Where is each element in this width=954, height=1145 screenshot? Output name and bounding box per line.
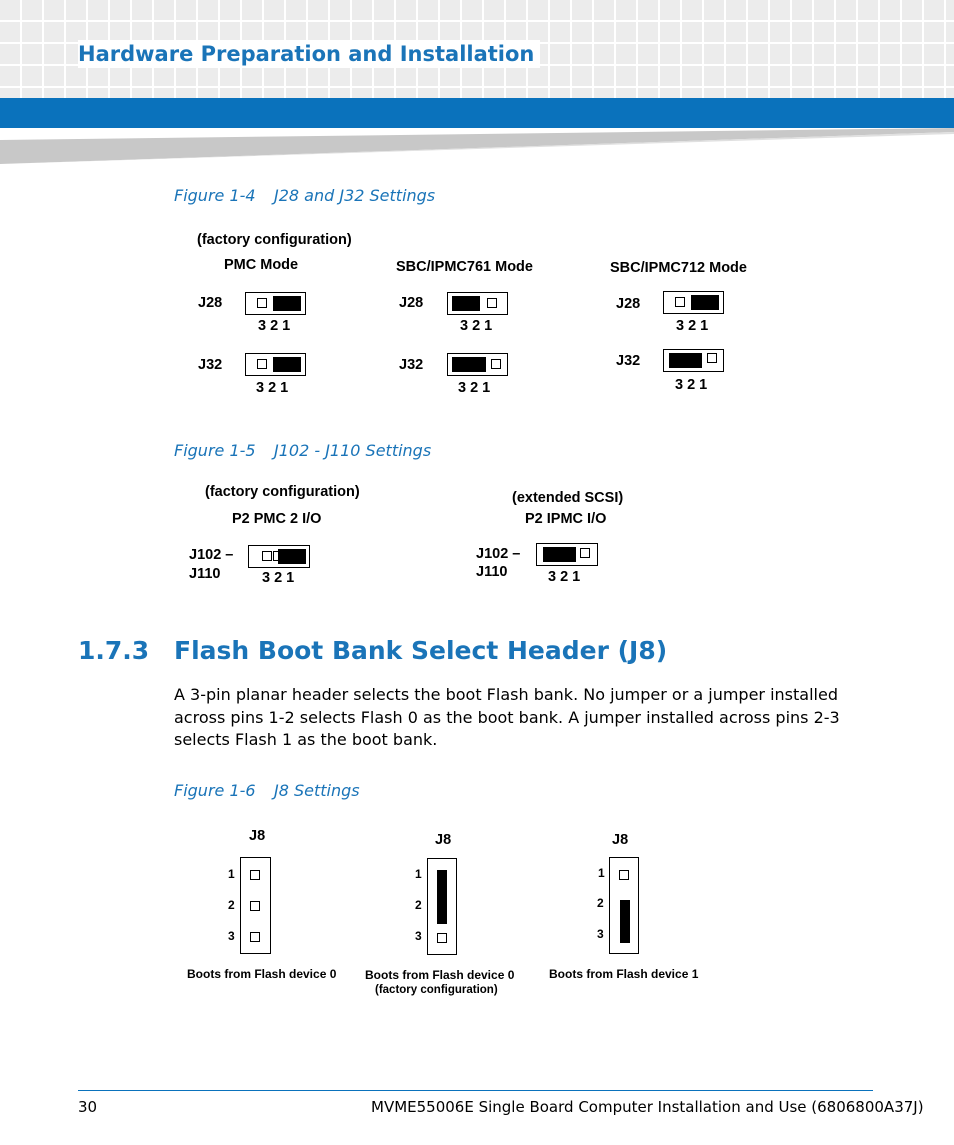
jumper-header [447, 292, 508, 315]
mode-label: P2 PMC 2 I/O [232, 511, 322, 527]
extended-scsi-label: (extended SCSI) [512, 490, 624, 506]
j102-label: J102 – [189, 547, 234, 563]
j110-label: J110 [476, 564, 508, 580]
jumper-icon [669, 353, 702, 368]
pin-numbers: 3 2 1 [460, 318, 493, 334]
pin-label: 2 [228, 898, 235, 912]
pin-icon [619, 870, 629, 880]
pin-label: 2 [415, 898, 422, 912]
pin-label: 1 [228, 867, 235, 881]
jumper-icon [278, 549, 306, 564]
j8-label: J8 [612, 832, 629, 848]
header-band [0, 98, 954, 128]
pin-numbers: 3 2 1 [258, 318, 291, 334]
jumper-icon [273, 357, 301, 372]
jumper-header [663, 349, 724, 372]
j102-label: J102 – [476, 546, 521, 562]
pin-numbers: 3 2 1 [675, 377, 708, 393]
pin-icon [250, 870, 260, 880]
j8-caption: Boots from Flash device 0 [365, 968, 515, 982]
footer-rule [78, 1090, 873, 1091]
pin-numbers: 3 2 1 [262, 570, 295, 586]
pin-numbers: 3 2 1 [256, 380, 289, 396]
figure-caption: Figure 1-4 J28 and J32 Settings [174, 186, 436, 205]
jumper-header [447, 353, 508, 376]
j28-label: J28 [616, 296, 641, 312]
pin-label: 3 [228, 929, 235, 943]
pin-numbers: 3 2 1 [676, 318, 709, 334]
jumper-header [536, 543, 598, 566]
pin-numbers: 3 2 1 [458, 380, 491, 396]
j28-label: J28 [399, 295, 424, 311]
jumper-icon [543, 547, 576, 562]
jumper-icon [273, 296, 301, 311]
j8-caption: Boots from Flash device 0 [187, 967, 337, 981]
pin-icon [262, 551, 272, 561]
factory-config-label: (factory configuration) [375, 984, 498, 996]
document-title: MVME55006E Single Board Computer Installation and Use (6806800A37J) [371, 1098, 924, 1116]
pin-icon [707, 353, 717, 363]
j110-label: J110 [189, 566, 221, 582]
jumper-icon [437, 870, 447, 924]
j8-label: J8 [249, 828, 266, 844]
mode-label: PMC Mode [224, 257, 299, 273]
pin-label: 1 [415, 867, 422, 881]
jumper-header-vertical [609, 857, 639, 954]
mode-label: SBC/IPMC761 Mode [396, 259, 533, 275]
pin-icon [250, 901, 260, 911]
jumper-header-vertical [427, 858, 457, 955]
j32-label: J32 [616, 353, 641, 369]
factory-config-label: (factory configuration) [197, 232, 352, 248]
mode-label: P2 IPMC I/O [525, 511, 607, 527]
pin-icon [437, 933, 447, 943]
pin-icon [580, 548, 590, 558]
chapter-title: Hardware Preparation and Installation [78, 40, 540, 68]
body-paragraph: A 3-pin planar header selects the boot Flash bank. No jumper or a jumper installed across pins 1-2 selects Flash 0 as the boot bank. A jumper installed across pins 2-3 selects Flash 1 as the boot bank. [174, 685, 840, 749]
figure-caption: Figure 1-5 J102 - J110 Settings [174, 441, 432, 460]
pin-numbers: 3 2 1 [548, 569, 581, 585]
j32-label: J32 [399, 357, 424, 373]
jumper-header [245, 292, 306, 315]
j28-label: J28 [198, 295, 223, 311]
factory-config-label: (factory configuration) [205, 484, 360, 500]
pin-label: 3 [415, 929, 422, 943]
pin-label: 3 [597, 927, 604, 941]
pin-label: 2 [597, 896, 604, 910]
jumper-icon [452, 357, 486, 372]
j8-caption: Boots from Flash device 1 [549, 967, 699, 981]
mode-label: SBC/IPMC712 Mode [610, 260, 747, 276]
jumper-header-vertical [240, 857, 271, 954]
jumper-header [248, 545, 310, 568]
jumper-header [245, 353, 306, 376]
jumper-icon [691, 295, 719, 310]
page-number: 30 [78, 1098, 98, 1116]
pin-icon [250, 932, 260, 942]
figure-caption: Figure 1-6 J8 Settings [174, 781, 360, 800]
section-heading: 1.7.3 Flash Boot Bank Select Header (J8) [78, 636, 668, 665]
j32-label: J32 [198, 357, 223, 373]
jumper-icon [620, 900, 630, 943]
pin-label: 1 [598, 866, 605, 880]
pin-icon [257, 298, 267, 308]
pin-icon [257, 359, 267, 369]
pin-icon [491, 359, 501, 369]
j8-label: J8 [435, 832, 452, 848]
jumper-icon [452, 296, 480, 311]
jumper-header [663, 291, 724, 314]
pin-icon [487, 298, 497, 308]
pin-icon [675, 297, 685, 307]
header-wedge [0, 128, 954, 164]
